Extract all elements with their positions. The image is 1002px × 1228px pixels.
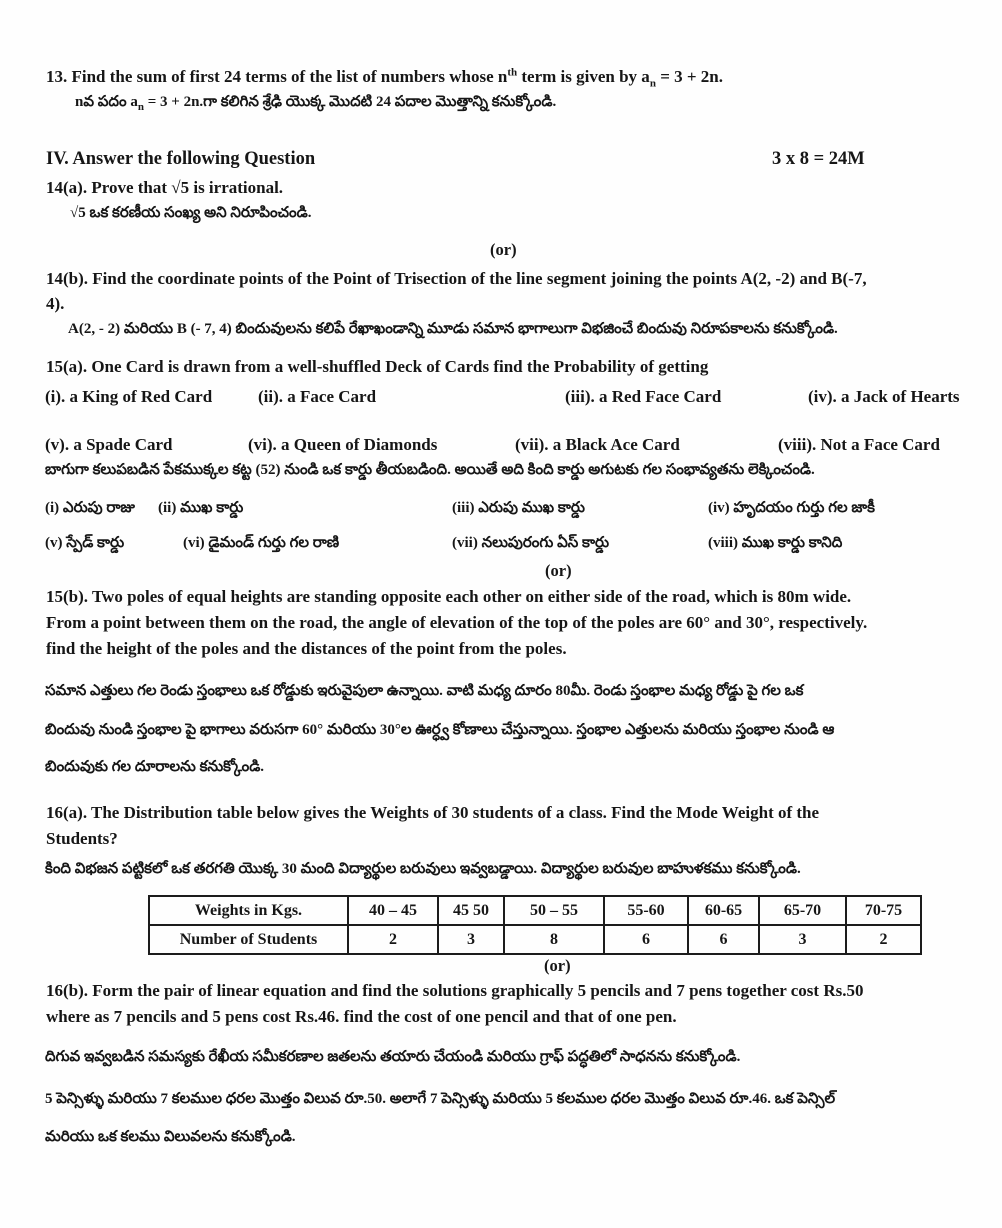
q13-text-post: = 3 + 2n.: [655, 67, 724, 86]
question-15b-telugu-line3: బిందువుకు గల దూరాలను కనుక్కోండి.: [45, 759, 265, 775]
table-data-row: [149, 925, 921, 954]
table-header-col4: 55-60: [604, 896, 688, 925]
question-13-english: [46, 66, 723, 88]
table-cell-val3: 8: [504, 925, 604, 954]
option-vii-english: (vii). a Black Ace Card: [515, 435, 680, 454]
question-15a-english: 15(a). One Card is drawn from a well-shuffled Deck of Cards find the Probability of getting: [46, 357, 709, 376]
option-v-telugu: (v) స్పేడ్ కార్డు: [45, 535, 125, 551]
table-header-col6: 65-70: [759, 896, 846, 925]
question-14a-english: 14(a). Prove that √5 is irrational.: [46, 178, 284, 197]
question-15a-telugu: బాగుగా కలుపబడిన పేకముక్కల కట్ట (52) నుండి ఒక కార్డు తీయబడింది. అయితే అది కింది కార్డు అగుటకు గల సంభావ్యతను లెక్కించండి.: [45, 462, 815, 478]
option-v-english: (v). a Spade Card: [45, 435, 173, 454]
question-16b-telugu-line3: మరియు ఒక కలము విలువలను కనుక్కోండి.: [45, 1129, 296, 1145]
question-14b-english-line2: 4).: [46, 294, 65, 313]
question-16a-telugu: కింది విభజన పట్టికలో ఒక తరగతి యొక్క 30 మంది విద్యార్థుల బరువులు ఇవ్వబడ్డాయి. విద్యార్థుల బరువుల బాహుళకము కనుక్కోండి.: [45, 861, 801, 877]
table-header-col7: 70-75: [846, 896, 921, 925]
table-cell-val6: 3: [759, 925, 846, 954]
question-16b-telugu-line2: 5 పెన్సిళ్ళు మరియు 7 కలముల ధరల మొత్తం విలువ రూ.50. అలాగే 7 పెన్సిళ్ళు మరియు 5 కలముల ధరల మొత్తం విలువ రూ.46. ఒక పెన్సిల్: [45, 1091, 836, 1107]
question-16b-english-line2: where as 7 pencils and 5 pens cost Rs.46. find the cost of one pencil and that of one pen.: [46, 1007, 677, 1026]
q13-subscript: n: [649, 77, 656, 90]
table-cell-val4: 6: [604, 925, 688, 954]
question-16a-english-line1: 16(a). The Distribution table below gives the Weights of 30 students of a class. Find the Mode Weight of the: [46, 803, 820, 822]
option-i-english: (i). a King of Red Card: [45, 387, 213, 406]
q13-text-mid: term is given by a: [517, 67, 650, 86]
table-cell-students-label: Number of Students: [149, 925, 348, 954]
table-cell-val2: 3: [438, 925, 504, 954]
or-separator-2: (or): [545, 561, 572, 580]
table-header-col1: 40 – 45: [348, 896, 438, 925]
option-iii-english: (iii). a Red Face Card: [565, 387, 722, 406]
question-15b-telugu-line2: బిందువు నుండి స్తంభాల పై భాగాలు వరుసగా 60° మరియు 30°ల ఊర్ధ్వ కోణాలు చేస్తున్నాయి. స్తంభాల ఎత్తులను మరియు స్తంభాల నుండి ఆ: [45, 722, 835, 738]
question-14a-telugu: √5 ఒక కరణీయ సంఖ్య అని నిరూపించండి.: [70, 205, 312, 221]
question-15b-english-line3: find the height of the poles and the distances of the point from the poles.: [46, 639, 567, 658]
table-header-col5: 60-65: [688, 896, 759, 925]
table-cell-val1: 2: [348, 925, 438, 954]
weights-distribution-table: [148, 895, 922, 955]
table-header-row: [149, 896, 921, 925]
table-cell-val7: 2: [846, 925, 921, 954]
table-cell-val5: 6: [688, 925, 759, 954]
option-iv-english: (iv). a Jack of Hearts: [808, 387, 960, 406]
question-15b-english-line1: 15(b). Two poles of equal heights are standing opposite each other on either side of the road, which is 80m wide.: [46, 587, 852, 606]
option-vi-english: (vi). a Queen of Diamonds: [248, 435, 438, 454]
section-iv-heading: IV. Answer the following Question: [46, 149, 316, 169]
q13-te-post: = 3 + 2n.గా కలిగిన శ్రేఢి యొక్క మొదటి 24 పదాల మొత్తాన్ని కనుక్కోండి.: [144, 94, 557, 110]
or-separator-3: (or): [544, 956, 571, 975]
table-header-col2: 45 50: [438, 896, 504, 925]
option-vi-telugu: (vi) డైమండ్ గుర్తు గల రాణి: [183, 535, 340, 551]
question-13-telugu: [75, 91, 556, 113]
option-viii-english: (viii). Not a Face Card: [778, 435, 940, 454]
question-16a-english-line2: Students?: [46, 829, 118, 848]
table-header-col3: 50 – 55: [504, 896, 604, 925]
question-14b-english-line1: 14(b). Find the coordinate points of the Point of Trisection of the line segment joining the points A(2, -2) and B(-7,: [46, 269, 867, 288]
question-14b-telugu: A(2, - 2) మరియు B (- 7, 4) బిందువులను కలిపే రేఖాఖండాన్ని మూడు సమాన భాగాలుగా విభజించే బిందువు నిరూపకాలను కనుక్కోండి.: [68, 321, 838, 337]
question-15b-english-line2: From a point between them on the road, the angle of elevation of the top of the poles are 60° and 30°, respectively.: [46, 613, 868, 632]
option-ii-english: (ii). a Face Card: [258, 387, 377, 406]
q13-te-pre: nవ పదం a: [75, 94, 138, 110]
option-iv-telugu: (iv) హృదయం గుర్తు గల జాకీ: [708, 500, 875, 516]
q13-text-pre: 13. Find the sum of first 24 terms of the list of numbers whose n: [46, 67, 508, 86]
option-ii-telugu: (ii) ముఖ కార్డు: [158, 500, 244, 516]
question-15b-telugu-line1: సమాన ఎత్తులు గల రెండు స్తంభాలు ఒక రోడ్డుకు ఇరువైపులా ఉన్నాయి. వాటి మధ్య దూరం 80మీ. రెండు స్తంభాల మధ్య రోడ్డు పై గల ఒక: [45, 683, 804, 699]
option-i-telugu: (i) ఎరుపు రాజు: [45, 500, 135, 516]
question-16b-english-line1: 16(b). Form the pair of linear equation and find the solutions graphically 5 pencils and 7 pens together cost Rs.50: [46, 981, 864, 1000]
table-header-weights: Weights in Kgs.: [149, 896, 348, 925]
option-viii-telugu: (viii) ముఖ కార్డు కానిది: [708, 535, 843, 551]
question-16b-telugu-line1: దిగువ ఇవ్వబడిన సమస్యకు రేఖీయ సమీకరణాల జతలను తయారు చేయండి మరియు గ్రాఫ్ పద్ధతిలో సాధనను కనుక్కోండి.: [45, 1049, 741, 1065]
option-iii-telugu: (iii) ఎరుపు ముఖ కార్డు: [452, 500, 585, 516]
or-separator-1: (or): [490, 240, 517, 259]
section-iv-marks: 3 x 8 = 24M: [772, 149, 865, 169]
option-vii-telugu: (vii) నలుపురంగు ఏస్ కార్డు: [452, 535, 610, 551]
q13-superscript: th: [507, 66, 518, 79]
q13-te-subscript: n: [137, 101, 144, 113]
